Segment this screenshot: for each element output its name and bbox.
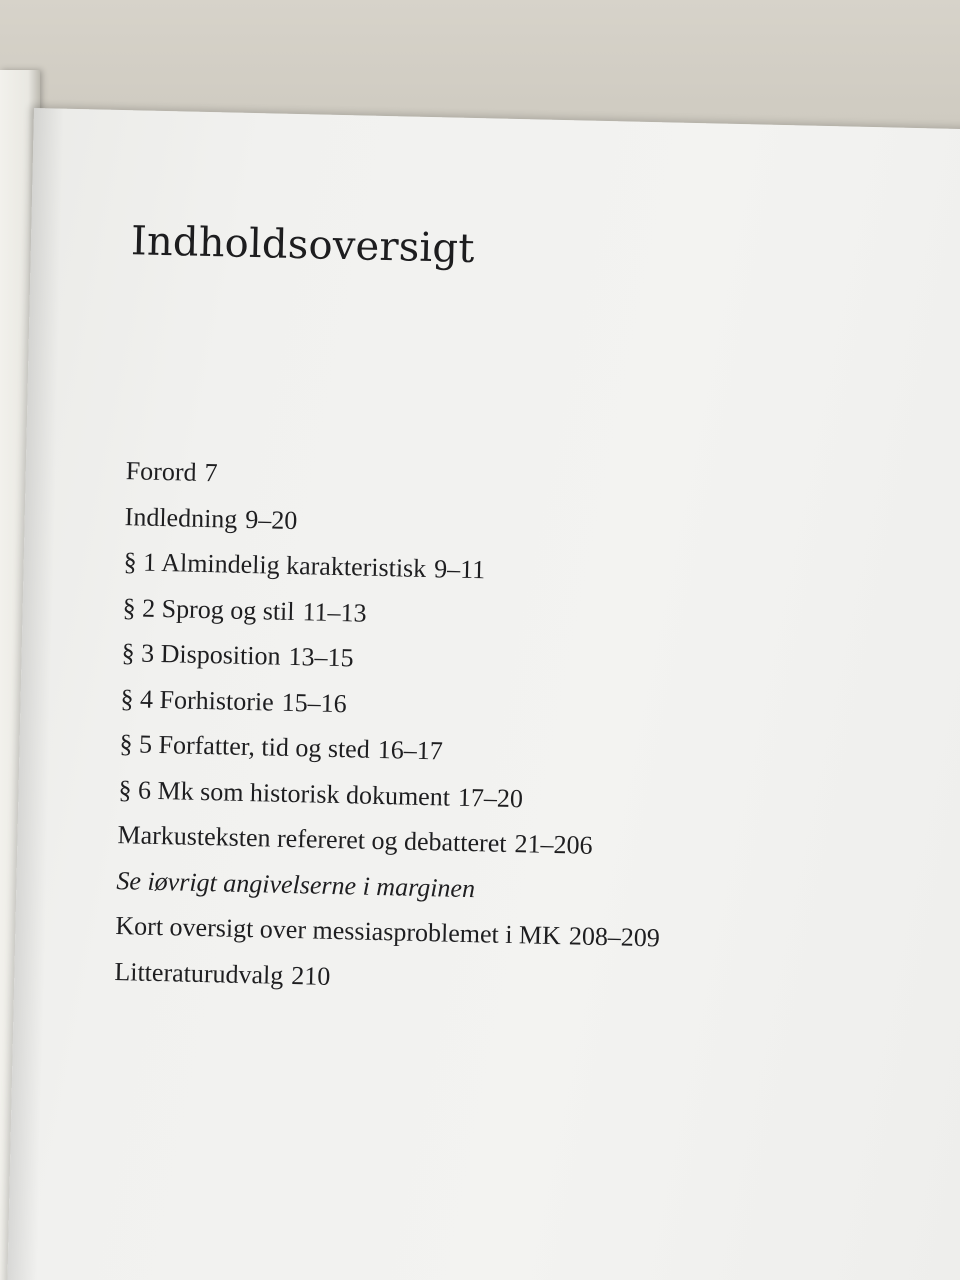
toc-entry-label: § 4 Forhistorie xyxy=(120,683,275,717)
toc-entry-label: § 1 Almindelig karakteristisk xyxy=(123,547,427,584)
toc-entry-pages: 13–15 xyxy=(288,641,354,673)
table-of-contents xyxy=(114,448,671,1006)
toc-entry-pages: 15–16 xyxy=(281,687,348,718)
toc-entry-pages: 9–20 xyxy=(245,504,298,535)
toc-entry-label: Markusteksten refereret og debatteret xyxy=(117,820,507,858)
toc-entry-label: Litteraturudvalg xyxy=(114,956,284,990)
toc-entry-label: § 3 Disposition xyxy=(121,638,281,671)
toc-entry-label: Kort oversigt over messiasproblemet i MK xyxy=(115,911,562,951)
book-page xyxy=(7,108,960,1280)
toc-entry-pages: 16–17 xyxy=(377,734,444,766)
toc-entry-pages: 210 xyxy=(291,960,331,991)
toc-entry-label: § 6 Mk som historisk dokument xyxy=(118,774,451,812)
toc-entry-label: § 5 Forfatter, tid og sted xyxy=(119,729,371,764)
toc-entry-pages: 11–13 xyxy=(302,596,367,628)
toc-entry-label: Indledning xyxy=(124,501,238,534)
page-title: Indholdsoversigt xyxy=(130,218,476,273)
toc-entry-label: § 2 Sprog og stil xyxy=(122,592,295,626)
toc-entry-label: Forord xyxy=(125,456,197,487)
toc-entry-pages: 21–206 xyxy=(514,829,593,860)
toc-note-label: Se iøvrigt angivelserne i marginen xyxy=(116,865,476,903)
toc-entry-pages: 17–20 xyxy=(457,782,524,813)
toc-entry-pages: 208–209 xyxy=(568,921,661,953)
toc-entry-pages: 7 xyxy=(204,457,218,488)
toc-entry-pages: 9–11 xyxy=(433,554,486,585)
